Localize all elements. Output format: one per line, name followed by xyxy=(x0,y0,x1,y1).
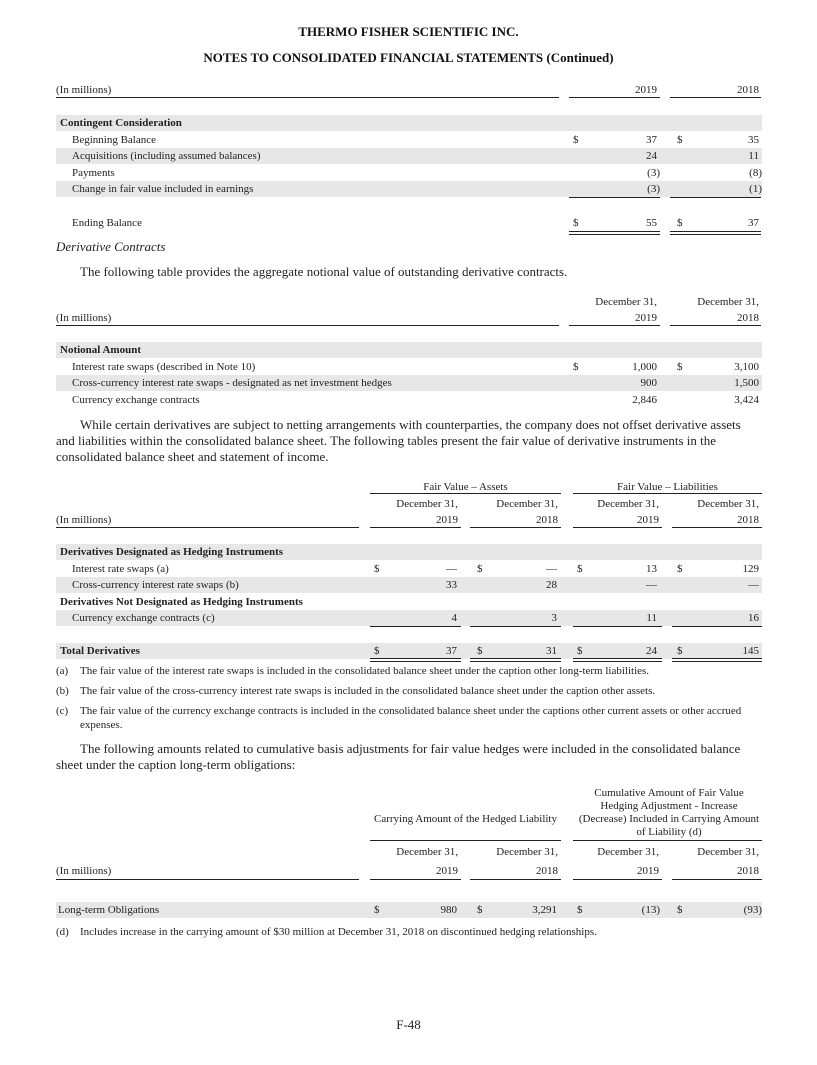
section-heading: Derivative Contracts xyxy=(56,239,166,254)
cumulative-paragraph: The following amounts related to cumulative basis adjustments for fair value hedges were included in the consolidated balance sheet under the caption long-term obligations: xyxy=(56,741,741,772)
section-title: Derivatives Not Designated as Hedging Instruments xyxy=(60,596,303,608)
netting-paragraph: While certain derivatives are subject to netting arrangements with counterparties, the company does not offset derivative assets and liabilities within the consolidated balance sheet. The following tables present the fair value of derivative instruments in the consolidated balance sheet and statement of income. xyxy=(56,417,741,464)
header-rule xyxy=(569,97,660,98)
col-header-2019: 2019 xyxy=(635,84,657,96)
page-number: F-48 xyxy=(396,1017,421,1032)
section-title: Notional Amount xyxy=(60,344,141,356)
intro-paragraph: The following table provides the aggregate notional value of outstanding derivative contracts. xyxy=(80,264,568,279)
unit-label: (In millions) xyxy=(56,84,112,96)
header-rule xyxy=(670,97,761,98)
company-name: THERMO FISHER SCIENTIFIC INC. xyxy=(298,24,519,39)
header-rule xyxy=(56,97,559,98)
section-title: Contingent Consideration xyxy=(60,117,182,129)
col-header-2018: 2018 xyxy=(737,84,759,96)
page-subtitle: NOTES TO CONSOLIDATED FINANCIAL STATEMENTS (Continued) xyxy=(203,50,614,65)
section-title: Derivatives Designated as Hedging Instruments xyxy=(60,546,284,558)
